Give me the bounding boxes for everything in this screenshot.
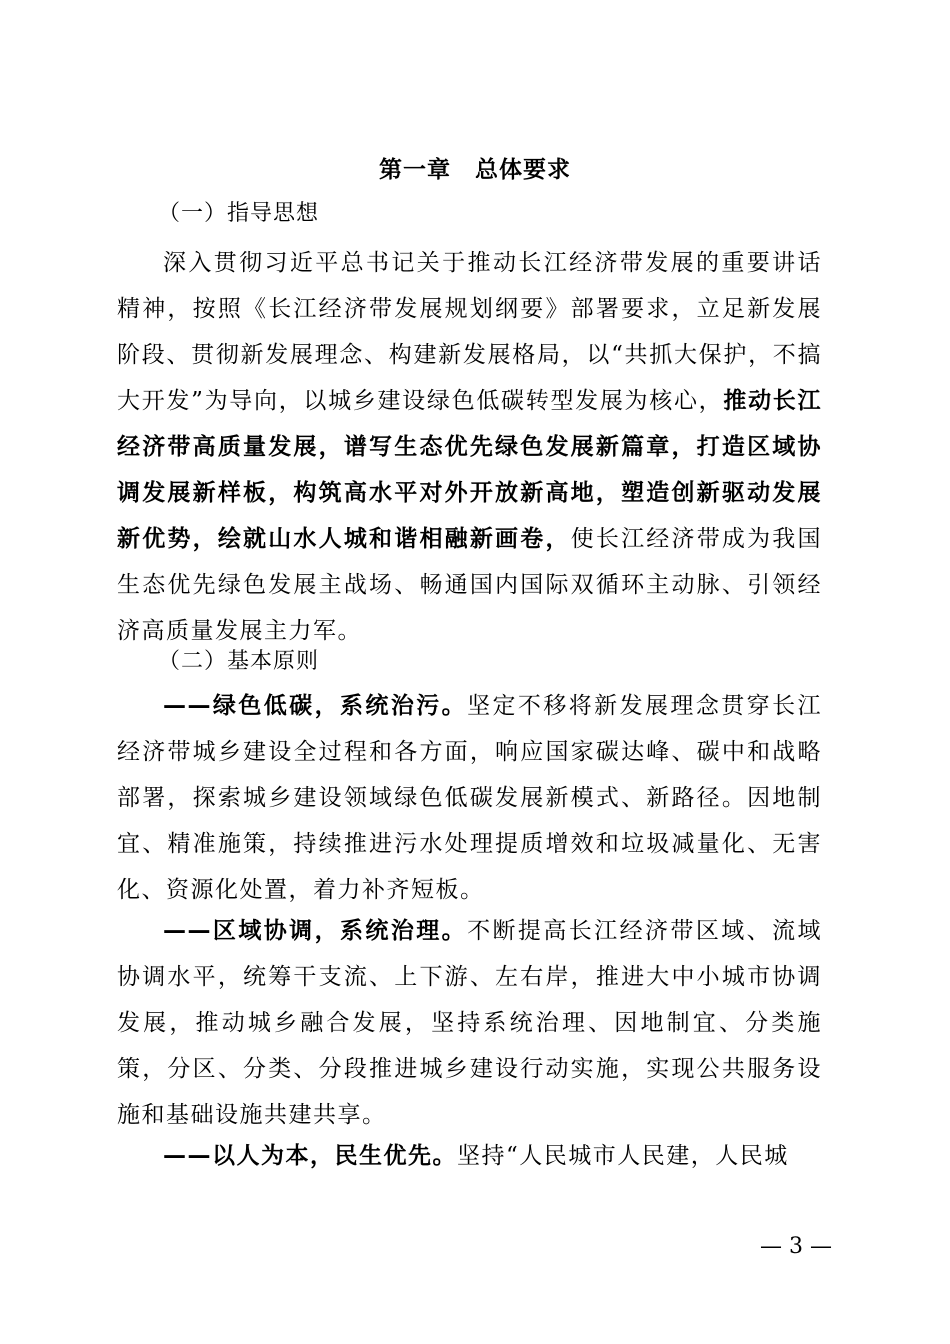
page-number: — 3 — — [760, 1234, 832, 1259]
section-heading-basic-principles: （二）基本原则 — [158, 649, 320, 674]
principle-paragraph-people-oriented — [117, 1133, 822, 1179]
principle-paragraph-regional-coordination — [117, 908, 822, 1138]
principle-text: 坚定不移将新发展理念贯穿长江经济带城乡建设全过程和各方面，响应国家碳达峰、碳中和战略部署，探索城乡建设领域绿色低碳发展新模式、新路径。因地制宜、精准施策，持续推进污水处理提质增效和垃圾减量化、无害化、资源化处置，着力补齐短板。 — [117, 693, 823, 903]
guiding-ideology-paragraph — [117, 240, 822, 654]
chapter-title: 第一章 总体要求 — [379, 157, 571, 183]
principle-paragraph-green-low-carbon — [117, 683, 822, 913]
principle-text: 坚持“人民城市人民建，人民城 — [457, 1143, 789, 1169]
principle-text: 不断提高长江经济带区域、流域协调水平，统筹干支流、上下游、左右岸，推进大中小城市协调发展，推动城乡融合发展，坚持系统治理、因地制宜、分类施策，分区、分类、分段推进城乡建设行动实施，实现公共服务设施和基础设施共建共享。 — [117, 918, 823, 1128]
principle-title: ——以人为本，民生优先。 — [163, 1143, 457, 1169]
paragraph-bold-text: 推动长江经济带高质量发展，谱写生态优先绿色发展新篇章，打造区域协调发展新样板，构筑高水平对外开放新高地，塑造创新驱动发展新优势，绘就山水人城和谐相融新画卷， — [117, 388, 823, 552]
principle-title: ——区域协调，系统治理。 — [163, 918, 468, 944]
paragraph-plain-text: 深入贯彻习近平总书记关于推动长江经济带发展的重要讲话精神，按照《长江经济带发展规划纲要》部署要求，立足新发展阶段、贯彻新发展理念、构建新发展格局，以“共抓大保护，不搞大开发”为导向，以城乡建设绿色低碳转型发展为核心， — [117, 250, 822, 414]
section-heading-guiding-ideology: （一）指导思想 — [158, 201, 320, 226]
paragraph-plain-text: 使长江经济带成为我国生态优先绿色发展主战场、畅通国内国际双循环主动脉、引领经济高质量发展主力军。 — [117, 526, 823, 644]
principle-title: ——绿色低碳，系统治污。 — [163, 693, 468, 719]
